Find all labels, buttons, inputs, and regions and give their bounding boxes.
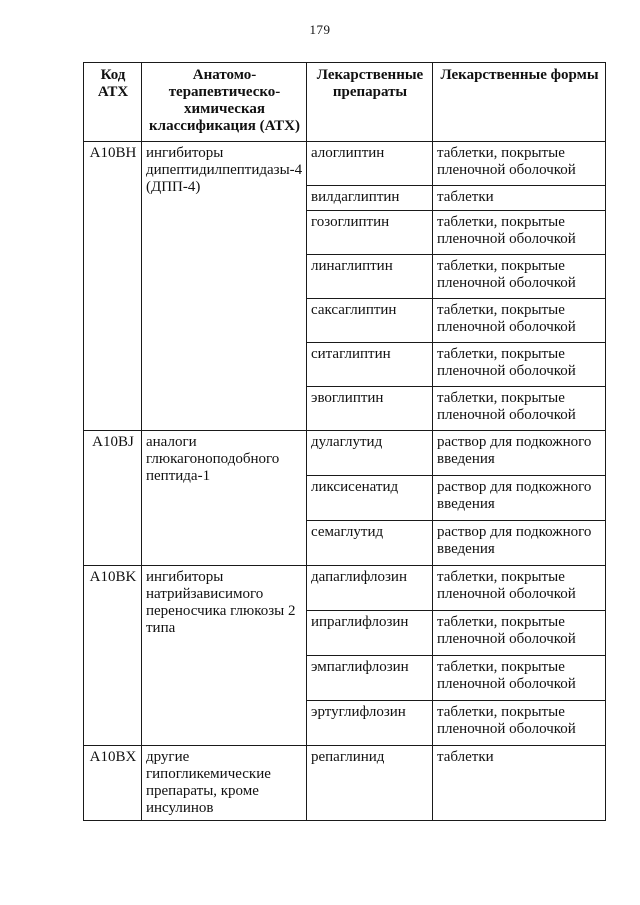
table-row <box>84 431 606 476</box>
form-cell: таблетки, покрытые пленочной оболочкой <box>433 611 606 656</box>
drug-cell: ситаглиптин <box>307 343 433 387</box>
atc-code-cell: A10BK <box>84 566 142 746</box>
form-cell: раствор для подкожного введения <box>433 476 606 521</box>
drug-cell: вилдаглиптин <box>307 186 433 211</box>
drug-cell: саксаглиптин <box>307 299 433 343</box>
atc-drug-table <box>83 62 606 821</box>
atc-class-cell: ингибиторы натрийзависимого переносчика глюкозы 2 типа <box>142 566 307 746</box>
table-row <box>84 142 606 186</box>
form-cell: таблетки, покрытые пленочной оболочкой <box>433 299 606 343</box>
drug-cell: эвоглиптин <box>307 387 433 431</box>
page-number: 179 <box>309 22 331 37</box>
header-classification: Анатомо-терапевтическо-химическая классификация (АТХ) <box>142 63 307 142</box>
atc-code-cell: A10BX <box>84 746 142 821</box>
form-cell: таблетки, покрытые пленочной оболочкой <box>433 566 606 611</box>
form-cell: раствор для подкожного введения <box>433 521 606 566</box>
drug-cell: семаглутид <box>307 521 433 566</box>
atc-class-cell: аналоги глюкагоноподобного пептида-1 <box>142 431 307 566</box>
drug-cell: дапаглифлозин <box>307 566 433 611</box>
form-cell: таблетки, покрытые пленочной оболочкой <box>433 211 606 255</box>
table-row <box>84 746 606 821</box>
form-cell: раствор для подкожного введения <box>433 431 606 476</box>
drug-cell: гозоглиптин <box>307 211 433 255</box>
atc-class-cell: ингибиторы дипептидилпептидазы-4 (ДПП-4) <box>142 142 307 431</box>
form-cell: таблетки, покрытые пленочной оболочкой <box>433 656 606 701</box>
form-cell: таблетки, покрытые пленочной оболочкой <box>433 701 606 746</box>
atc-code-cell: A10BJ <box>84 431 142 566</box>
drug-cell: репаглинид <box>307 746 433 821</box>
form-cell: таблетки, покрытые пленочной оболочкой <box>433 255 606 299</box>
form-cell: таблетки, покрытые пленочной оболочкой <box>433 343 606 387</box>
form-cell: таблетки <box>433 186 606 211</box>
drug-cell: эмпаглифлозин <box>307 656 433 701</box>
header-forms: Лекарственные формы <box>433 63 606 142</box>
form-cell: таблетки, покрытые пленочной оболочкой <box>433 387 606 431</box>
form-cell: таблетки <box>433 746 606 821</box>
atc-class-cell: другие гипогликемические препараты, кроме инсулинов <box>142 746 307 821</box>
drug-cell: дулаглутид <box>307 431 433 476</box>
atc-code-cell: A10BH <box>84 142 142 431</box>
drug-cell: линаглиптин <box>307 255 433 299</box>
table-header-row <box>84 63 606 142</box>
table-row <box>84 566 606 611</box>
drug-cell: алоглиптин <box>307 142 433 186</box>
form-cell: таблетки, покрытые пленочной оболочкой <box>433 142 606 186</box>
header-code: Код АТХ <box>84 63 142 142</box>
header-drugs: Лекарственные препараты <box>307 63 433 142</box>
drug-cell: ликсисенатид <box>307 476 433 521</box>
drug-cell: эртуглифлозин <box>307 701 433 746</box>
drug-cell: ипраглифлозин <box>307 611 433 656</box>
